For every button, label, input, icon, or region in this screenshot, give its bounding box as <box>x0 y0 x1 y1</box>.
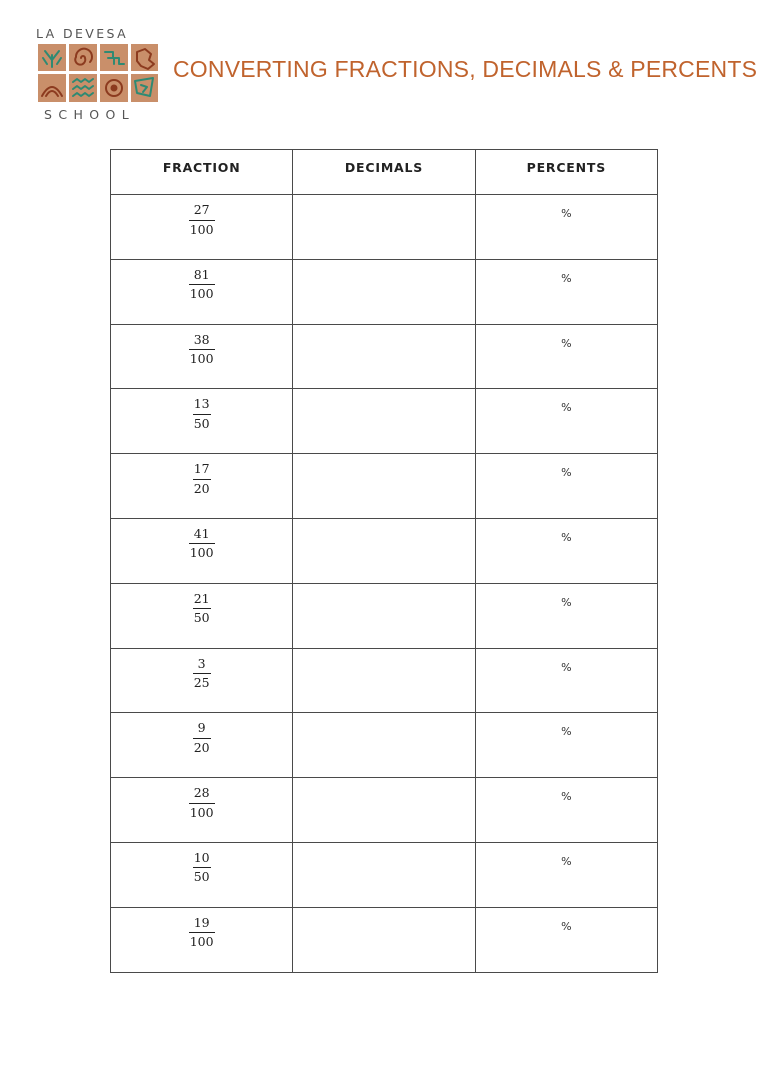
fraction-denominator: 100 <box>189 351 214 367</box>
fraction-cell <box>111 518 293 583</box>
decimal-answer-cell[interactable] <box>293 454 475 519</box>
decimal-answer-cell[interactable] <box>293 389 475 454</box>
school-logo <box>36 26 160 126</box>
logo-top-text: LA DEVESA <box>36 26 129 41</box>
fraction-denominator: 100 <box>189 545 214 561</box>
header-decimals: DECIMALS <box>293 150 475 195</box>
fraction-numerator: 27 <box>189 204 215 221</box>
percent-answer-cell[interactable] <box>475 713 657 778</box>
table-row <box>111 259 658 324</box>
fraction-denominator: 100 <box>189 804 214 820</box>
fraction-cell <box>111 583 293 648</box>
fraction <box>189 525 215 561</box>
fraction-cell <box>111 324 293 389</box>
table-row <box>111 389 658 454</box>
fraction-denominator: 20 <box>193 480 210 496</box>
percent-answer-cell[interactable] <box>475 778 657 843</box>
fraction <box>193 590 211 626</box>
percent-symbol: % <box>561 336 572 350</box>
percent-symbol: % <box>561 790 572 804</box>
fraction-denominator: 50 <box>193 869 210 885</box>
decimal-answer-cell[interactable] <box>293 583 475 648</box>
fraction <box>189 914 215 950</box>
fraction-numerator: 38 <box>189 334 215 351</box>
percent-answer-cell[interactable] <box>475 518 657 583</box>
percent-symbol: % <box>561 207 572 220</box>
table-header-row <box>111 150 658 195</box>
table-row <box>111 583 658 648</box>
fraction <box>193 722 211 754</box>
table-row <box>111 518 658 583</box>
percent-answer-cell[interactable] <box>475 583 657 648</box>
fraction-numerator: 10 <box>193 852 211 869</box>
fraction-cell <box>111 454 293 519</box>
fraction-numerator: 9 <box>193 722 211 739</box>
logo-bottom-text: SCHOOL <box>44 107 136 122</box>
fraction-denominator: 100 <box>189 286 214 302</box>
fraction-cell <box>111 907 293 972</box>
fraction-numerator: 19 <box>189 917 215 934</box>
fraction-denominator: 100 <box>189 221 214 237</box>
percent-symbol: % <box>561 660 572 674</box>
fraction-denominator: 50 <box>193 415 210 431</box>
table-row <box>111 648 658 713</box>
decimal-answer-cell[interactable] <box>293 842 475 907</box>
logo-tiles-icon <box>38 44 158 102</box>
percent-symbol: % <box>561 271 572 285</box>
fraction-denominator: 50 <box>193 610 210 626</box>
fraction-denominator: 20 <box>193 739 210 755</box>
fraction <box>193 463 211 495</box>
percent-symbol: % <box>561 854 572 868</box>
conversion-table <box>110 149 658 973</box>
fraction-cell <box>111 648 293 713</box>
percent-answer-cell[interactable] <box>475 907 657 972</box>
percent-symbol: % <box>561 466 572 480</box>
fraction-cell <box>111 842 293 907</box>
fraction-numerator: 28 <box>189 787 215 804</box>
percent-symbol: % <box>561 595 572 609</box>
fraction <box>189 787 215 819</box>
fraction-numerator: 41 <box>189 528 215 545</box>
fraction <box>189 331 215 367</box>
decimal-answer-cell[interactable] <box>293 778 475 843</box>
table-row <box>111 195 658 260</box>
fraction-denominator: 100 <box>189 934 214 950</box>
percent-answer-cell[interactable] <box>475 195 657 260</box>
table-row <box>111 713 658 778</box>
fraction <box>189 204 215 236</box>
fraction <box>193 398 211 430</box>
percent-answer-cell[interactable] <box>475 648 657 713</box>
fraction <box>193 849 211 885</box>
percent-symbol: % <box>561 919 572 933</box>
fraction <box>189 266 215 302</box>
percent-answer-cell[interactable] <box>475 324 657 389</box>
header-fraction: FRACTION <box>111 150 293 195</box>
header-percents: PERCENTS <box>475 150 657 195</box>
percent-symbol: % <box>561 401 572 415</box>
table-row <box>111 842 658 907</box>
percent-answer-cell[interactable] <box>475 842 657 907</box>
table-row <box>111 778 658 843</box>
fraction <box>193 655 211 691</box>
percent-answer-cell[interactable] <box>475 259 657 324</box>
fraction-numerator: 3 <box>193 658 211 675</box>
fraction-denominator: 25 <box>193 675 210 691</box>
fraction-numerator: 17 <box>193 463 211 480</box>
decimal-answer-cell[interactable] <box>293 907 475 972</box>
decimal-answer-cell[interactable] <box>293 259 475 324</box>
fraction-cell <box>111 389 293 454</box>
fraction-cell <box>111 778 293 843</box>
decimal-answer-cell[interactable] <box>293 324 475 389</box>
fraction-numerator: 81 <box>189 269 215 286</box>
fraction-numerator: 21 <box>193 593 211 610</box>
percent-symbol: % <box>561 530 572 544</box>
percent-answer-cell[interactable] <box>475 389 657 454</box>
fraction-numerator: 13 <box>193 398 211 415</box>
decimal-answer-cell[interactable] <box>293 518 475 583</box>
fraction-cell <box>111 195 293 260</box>
page-title: CONVERTING FRACTIONS, DECIMALS & PERCENTS <box>173 56 758 82</box>
percent-answer-cell[interactable] <box>475 454 657 519</box>
decimal-answer-cell[interactable] <box>293 713 475 778</box>
decimal-answer-cell[interactable] <box>293 648 475 713</box>
fraction-cell <box>111 713 293 778</box>
table-row <box>111 454 658 519</box>
table-row <box>111 324 658 389</box>
table-row <box>111 907 658 972</box>
decimal-answer-cell[interactable] <box>293 195 475 260</box>
percent-symbol: % <box>561 725 572 739</box>
fraction-cell <box>111 259 293 324</box>
